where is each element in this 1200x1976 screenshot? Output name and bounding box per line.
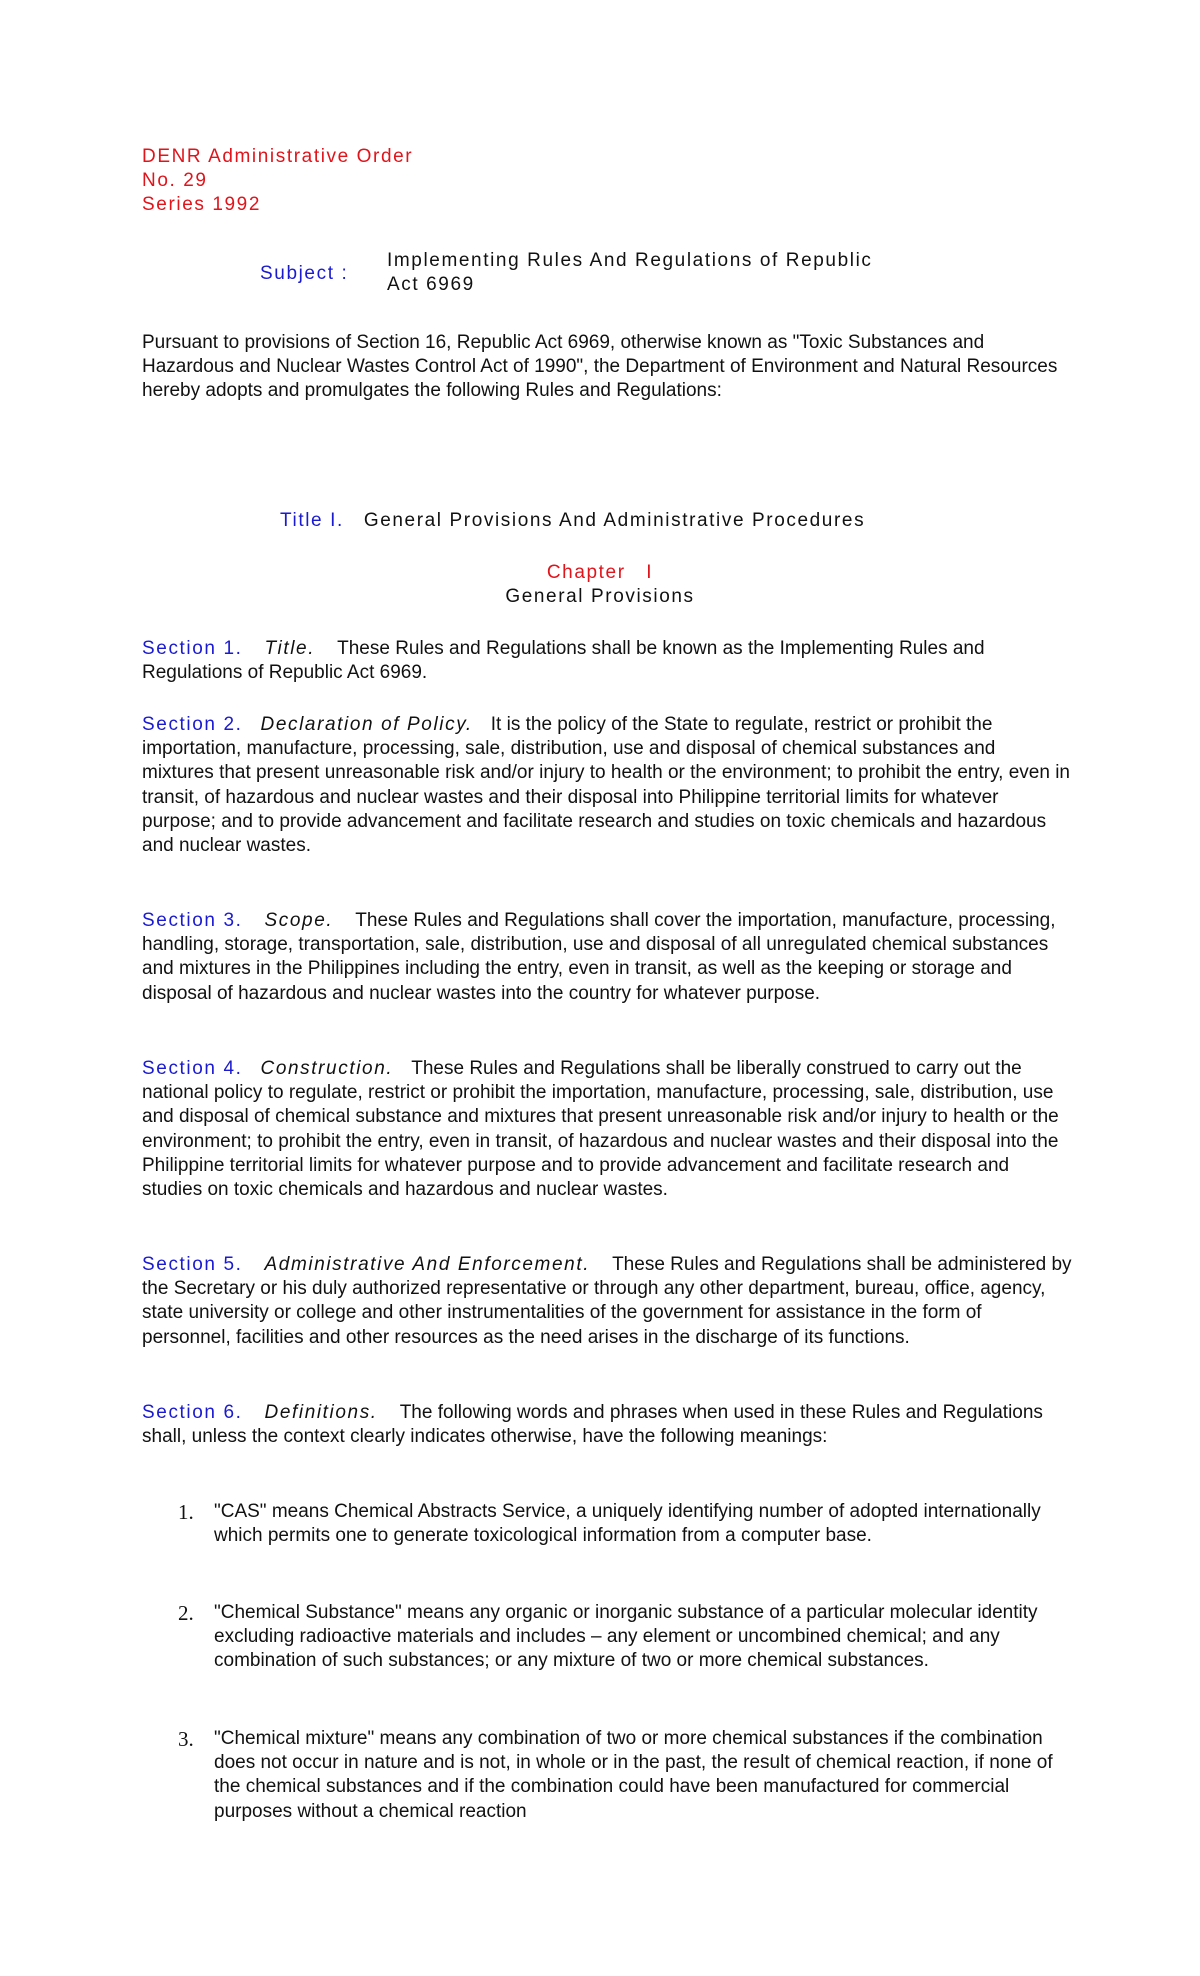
section-name: Scope. xyxy=(264,910,334,931)
section-label: Section 4. xyxy=(142,1058,243,1079)
section-3 xyxy=(142,909,1072,1006)
order-header xyxy=(142,145,413,217)
section-text: These Rules and Regulations shall be liberally construed to carry out the national policy to regulate, restrict or prohibit the importation, manufacture, processing, sale, distribution, use and disposal of chemical substance and mixtures that present unreasonable risk and/or injury to health or the environment; to prohibit the entry, even in transit, of hazardous and nuclear wastes and their disposal into the Philippine territorial limits for whatever purpose and to provide advancement and facilitate research and studies on toxic chemicals and hazardous and nuclear wastes. xyxy=(142,1058,1059,1201)
section-label: Section 3. xyxy=(142,910,243,931)
order-number: No. 29 xyxy=(142,170,208,191)
section-name: Title. xyxy=(264,638,316,659)
section-5 xyxy=(142,1253,1072,1350)
definition-item xyxy=(142,1500,1072,1580)
definition-text: "Chemical Substance" means any organic or inorganic substance of a particular molecular identity excluding radioactive materials and includes – any element or uncombined chemical; and any combination of such substances; or any mixture of two or more chemical substances. xyxy=(214,1602,1038,1672)
section-label: Section 2. xyxy=(142,714,243,735)
section-6 xyxy=(142,1401,1072,1449)
definition-number: 2. xyxy=(178,1601,194,1625)
subject-label: Subject : xyxy=(260,263,349,284)
section-label: Section 1. xyxy=(142,638,243,659)
section-name: Administrative And Enforcement. xyxy=(264,1254,591,1275)
definition-item xyxy=(142,1601,1072,1701)
title-label: Title I. xyxy=(280,510,344,531)
section-label: Section 6. xyxy=(142,1402,243,1423)
title-name: General Provisions And Administrative Procedures xyxy=(363,510,866,531)
subject-line-1: Implementing Rules And Regulations of Republic xyxy=(387,250,873,271)
chapter-name: General Provisions xyxy=(505,586,695,607)
definition-text: "CAS" means Chemical Abstracts Service, a uniquely identifying number of adopted internationally which permits one to generate toxicological information from a computer base. xyxy=(214,1501,1041,1547)
section-text: The following words and phrases when used in these Rules and Regulations shall, unless the context clearly indicates otherwise, have the following meanings: xyxy=(142,1402,1043,1448)
section-4 xyxy=(142,1057,1072,1202)
section-name: Declaration of Policy. xyxy=(260,714,473,735)
section-name: Construction. xyxy=(260,1058,394,1079)
section-text: These Rules and Regulations shall cover the importation, manufacture, processing, handling, storage, transportation, sale, distribution, use and disposal of all unregulated chemical substances and mixtures in the Philippines including the entry, even in transit, as well as the keeping or storage and disposal of hazardous and nuclear wastes into the country for whatever purpose. xyxy=(142,910,1056,1004)
section-label: Section 5. xyxy=(142,1254,243,1275)
definition-number: 1. xyxy=(178,1500,194,1524)
section-2 xyxy=(142,713,1072,858)
chapter-label: Chapter I xyxy=(546,562,654,583)
order-series: Series 1992 xyxy=(142,194,262,215)
subject-text xyxy=(387,249,947,297)
section-text: These Rules and Regulations shall be administered by the Secretary or his duly authorized representative or through any other department, bureau, office, agency, state university or college and other instrumentalities of the government for assistance in the form of personnel, facilities and other resources as the need arises in the discharge of its functions. xyxy=(142,1254,1072,1348)
definition-item xyxy=(142,1727,1072,1827)
section-name: Definitions. xyxy=(264,1402,378,1423)
definition-number: 3. xyxy=(178,1727,194,1751)
intro-paragraph: Pursuant to provisions of Section 16, Republic Act 6969, otherwise known as "Toxic Substances and Hazardous and Nuclear Wastes Control Act of 1990", the Department of Environment and Natural Resources hereby adopts and promulgates the following Rules and Regulations: xyxy=(142,332,1058,402)
title-heading xyxy=(280,509,865,533)
section-text: It is the policy of the State to regulate, restrict or prohibit the importation, manufacture, processing, sale, distribution, use and disposal of chemical substances and mixtures that present unreasonable risk and/or injury to health or the environment; to prohibit the entry, even in transit, of hazardous and nuclear wastes and their disposal into Philippine territorial limits for whatever purpose; and to provide advancement and facilitate research and studies on toxic chemicals and hazardous and nuclear wastes. xyxy=(142,714,1070,857)
definition-text: "Chemical mixture" means any combination of two or more chemical substances if the combination does not occur in nature and is not, in whole or in the past, the result of chemical reaction, if none of the chemical substances and if the combination could have been manufactured for commercial purposes without a chemical reaction xyxy=(214,1728,1053,1822)
order-title: DENR Administrative Order xyxy=(142,146,414,167)
section-1 xyxy=(142,637,1072,685)
section-text: These Rules and Regulations shall be known as the Implementing Rules and Regulations of Republic Act 6969. xyxy=(142,638,985,684)
subject-line-2: Act 6969 xyxy=(387,274,475,295)
